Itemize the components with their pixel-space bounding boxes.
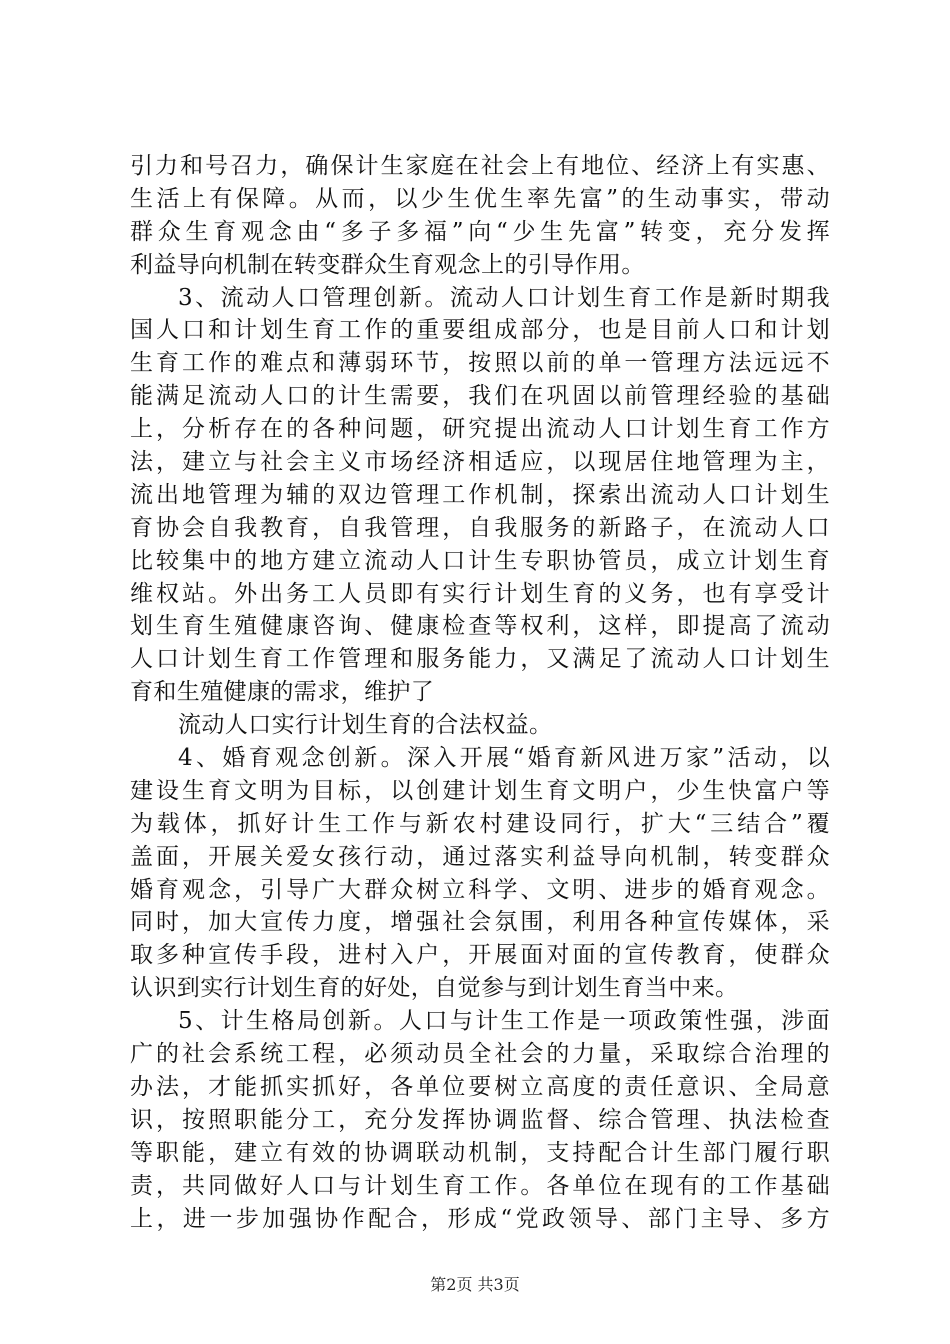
text-line: 引力和号召力，确保计生家庭在社会上有地位、经济上有实惠、 xyxy=(130,153,830,179)
document-body xyxy=(130,150,830,1235)
text-line: 为载体，抓好计生工作与新农村建设同行，扩大“三结合”覆 xyxy=(130,810,830,837)
text-line: 生育工作的难点和薄弱环节，按照以前的单一管理方法远远不 xyxy=(130,350,830,377)
text-line: 识，按照职能分工，充分发挥协调监督、综合管理、执法检查 xyxy=(130,1106,830,1133)
text-line: 上，分析存在的各种问题，研究提出流动人口计划生育工作方 xyxy=(130,416,830,443)
text-line: 办法，才能抓实抓好，各单位要树立高度的责任意识、全局意 xyxy=(130,1073,830,1100)
page-number-footer: 第2页 共3页 xyxy=(430,1275,520,1294)
text-line: 取多种宣传手段，进村入户，开展面对面的宣传教育，使群众 xyxy=(130,942,830,969)
text-line: 群众生育观念由“多子多福”向“少生先富”转变，充分发挥 xyxy=(130,218,830,245)
text-line: 人口计划生育工作管理和服务能力，又满足了流动人口计划生 xyxy=(130,646,830,673)
text-line: 认识到实行计划生育的好处，自觉参与到计划生育当中来。 xyxy=(130,975,739,1002)
text-line: 盖面，开展关爱女孩行动，通过落实利益导向机制，转变群众 xyxy=(130,843,830,870)
text-line: 责，共同做好人口与计划生育工作。各单位在现有的工作基础 xyxy=(130,1172,830,1199)
text-line: 同时，加大宣传力度，增强社会氛围，利用各种宣传媒体，采 xyxy=(130,909,830,936)
text-line: 5、计生格局创新。人口与计生工作是一项政策性强，涉面 xyxy=(178,1008,830,1035)
text-line: 能满足流动人口的计生需要，我们在巩固以前管理经验的基础 xyxy=(130,383,830,410)
text-line: 划生育生殖健康咨询、健康检查等权利，这样，即提高了流动 xyxy=(130,613,830,640)
text-line: 国人口和计划生育工作的重要组成部分，也是目前人口和计划 xyxy=(130,317,830,344)
text-line: 婚育观念，引导广大群众树立科学、文明、进步的婚育观念。 xyxy=(130,876,830,903)
text-line: 4、婚育观念创新。深入开展“婚育新风进万家”活动，以 xyxy=(178,745,830,772)
text-line: 生活上有保障。从而，以少生优生率先富”的生动事实，带动 xyxy=(130,185,830,212)
text-line: 育和生殖健康的需求，维护了 xyxy=(130,679,435,706)
text-line: 育协会自我教育，自我管理，自我服务的新路子，在流动人口 xyxy=(130,514,830,541)
text-line: 流出地管理为辅的双边管理工作机制，探索出流动人口计划生 xyxy=(130,481,830,508)
text-line: 比较集中的地方建立流动人口计生专职协管员，成立计划生育 xyxy=(130,547,830,574)
text-line: 建设生育文明为目标，以创建计划生育文明户，少生快富户等 xyxy=(130,777,830,804)
text-line: 流动人口实行计划生育的合法权益。 xyxy=(178,712,553,739)
text-line: 等职能，建立有效的协调联动机制，支持配合计生部门履行职 xyxy=(130,1139,830,1166)
text-line: 3、流动人口管理创新。流动人口计划生育工作是新时期我 xyxy=(178,284,830,311)
text-line: 维权站。外出务工人员即有实行计划生育的义务，也有享受计 xyxy=(130,580,830,607)
text-line: 利益导向机制在转变群众生育观念上的引导作用。 xyxy=(130,251,645,278)
text-line: 广的社会系统工程，必须动员全社会的力量，采取综合治理的 xyxy=(130,1041,830,1068)
text-line: 法，建立与社会主义市场经济相适应，以现居住地管理为主， xyxy=(130,449,830,476)
text-line: 上，进一步加强协作配合，形成“党政领导、部门主导、多方 xyxy=(130,1205,830,1232)
